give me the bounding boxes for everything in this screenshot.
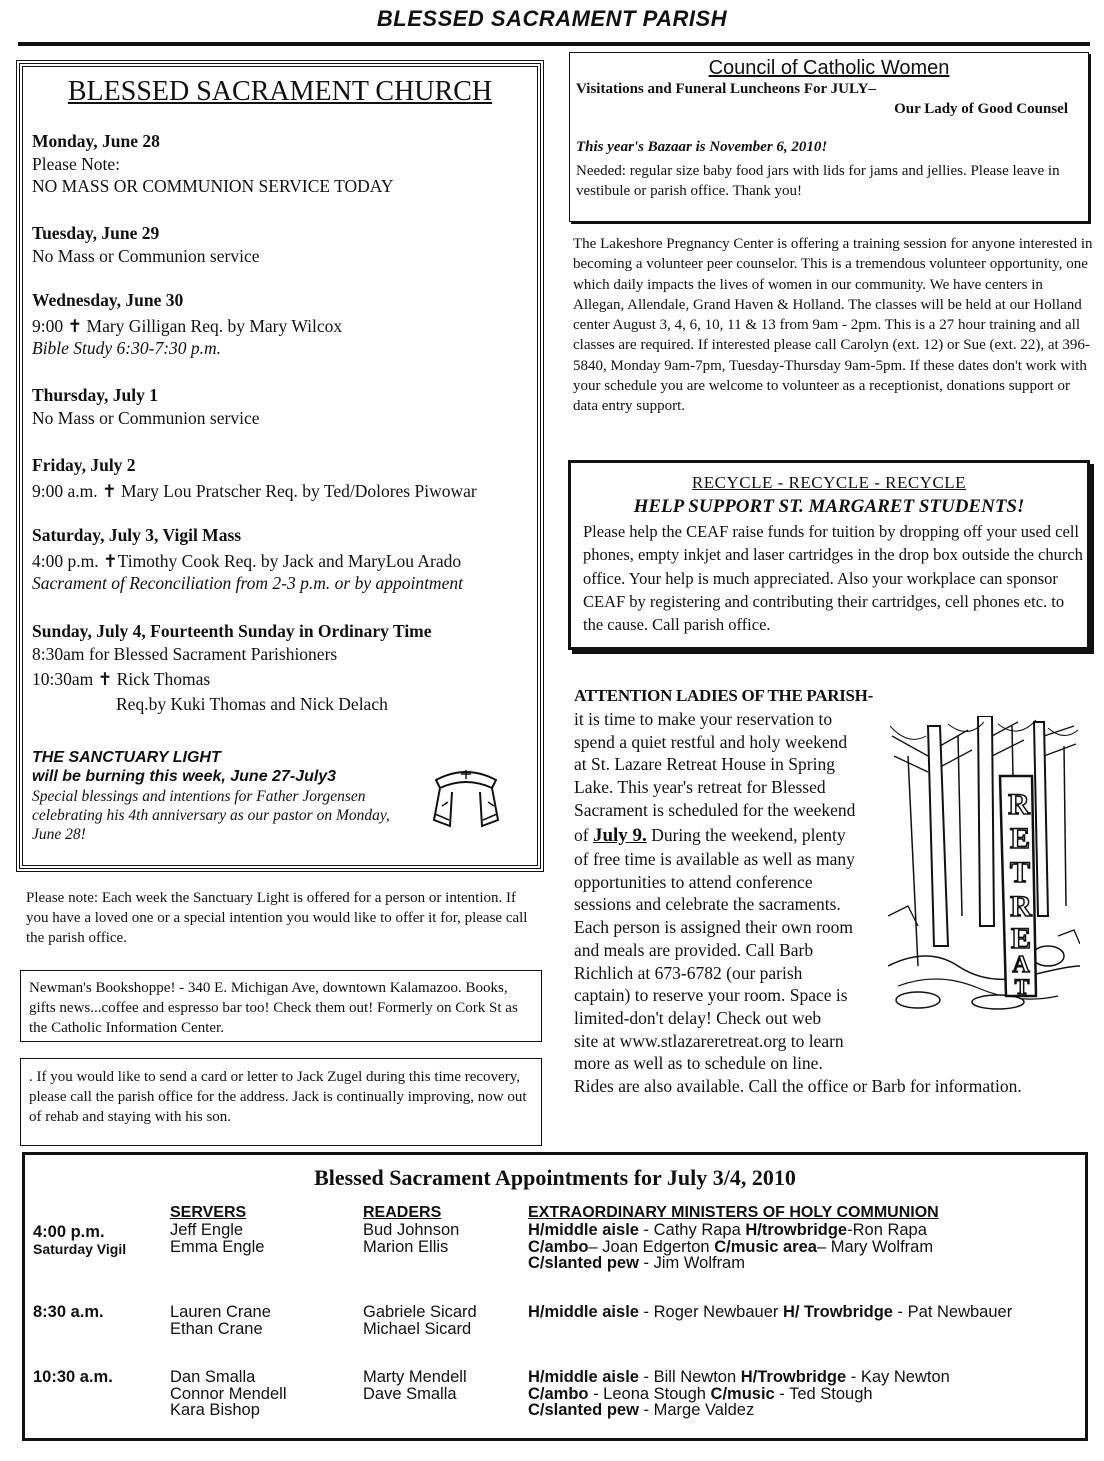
page-title: BLESSED SACRAMENT PARISH xyxy=(376,6,728,31)
row1-readers: Bud Johnson Marion Ellis xyxy=(363,1221,460,1256)
ccw-body: Needed: regular size baby food jars with lids for jams and jellies. Please leave in vestibule or parish office. Thank you! xyxy=(576,163,1060,199)
lakeshore-notice: The Lakeshore Pregnancy Center is offering a training session for anyone interested in becoming a volunteer peer counselor. This is a tremendous volunteer opportunity, one which daily impacts the lives of women in our community. We have centers in Allegan, Allendale, Grand Haven & Holland. The classes will be held at our Holland center August 3, 4, 6, 10, 11 & 13 from 9am - 2pm. This is a 27 hour training and all classes are required. If interested please call Carolyn (ext. 12) or Sue (ext. 22), at 396-5840, Monday 9am-7pm, Tuesday-Thursday 9am-5pm. If these dates don't work with your schedule you are welcome to volunteer as a receptionist, donations support or data entry support. xyxy=(573,236,1093,415)
bookshop-text: Newman's Bookshoppe! - 340 E. Michigan Ave, downtown Kalamazoo. Books, gifts news...coffee and espresso bar too! Check them out! Formerly on Cork St as the Catholic Information Center. xyxy=(29,980,518,1036)
row1-time: 4:00 p.m. xyxy=(33,1223,105,1241)
retreat-sign-letter-4: R xyxy=(1010,890,1032,923)
row3-readers: Marty Mendell Dave Smalla xyxy=(363,1368,467,1403)
row2-servers: Lauren Crane Ethan Crane xyxy=(170,1303,271,1338)
day-friday: Friday, July 2 9:00 a.m. ✝ Mary Lou Pratscher Req. by Ted/Dolores Piwowar xyxy=(32,455,477,501)
retreat-sign-letter-6: A xyxy=(1012,952,1030,978)
retreat-forest-illustration xyxy=(888,716,1080,1012)
bookshop-box xyxy=(20,970,542,1042)
retreat-sign-letter-5: E xyxy=(1010,922,1032,955)
retreat-text-top: it is time to make your reservation to spend a quiet restful and holy weekend at St. Lazare Retreat House in Spring Lake. This year's retreat for Blessed Sacrament is scheduled for the weekend of July 9. During the weekend, plenty xyxy=(574,709,856,846)
ccw-visitations: Visitations and Funeral Luncheons For JULY– xyxy=(576,81,876,97)
jack-zugel-box xyxy=(20,1058,542,1146)
appointments-table xyxy=(22,1152,1088,1441)
day-thursday: Thursday, July 1 No Mass or Communion service xyxy=(32,385,260,428)
retreat-text-bottom: of free time is available as well as many opportunities to attend conference sessions and celebrate the sacraments. Each person is assigned their own room and meals are provided. Call Barb Richlich at 673-6782 (our parish captain) to reserve your room. Space is limited-don't delay! Check out web site at www.stlazareretreat.org to learn more as well as to schedule on line. Rides are also available. Call the office or Barb for information. xyxy=(574,849,1022,1097)
retreat-sign-letter-7: T xyxy=(1014,974,1030,999)
retreat-sign-letter-1: R xyxy=(1008,788,1030,821)
row3-servers: Dan Smalla Connor Mendell Kara Bishop xyxy=(170,1368,287,1419)
day-sunday: Sunday, July 4, Fourteenth Sunday in Ordinary Time 8:30am for Blessed Sacrament Parishioners 10:30am ✝ Rick Thomas Req.by Kuki Thomas and Nick Delach xyxy=(32,621,432,714)
row2-readers: Gabriele Sicard Michael Sicard xyxy=(363,1303,477,1338)
retreat-date: July 9. xyxy=(592,824,647,846)
recycle-subtitle: HELP SUPPORT ST. MARGARET STUDENTS! xyxy=(633,496,1025,517)
retreat-sign-letter-2: E xyxy=(1009,822,1031,855)
row2-ministers: H/middle aisle - Roger Newbauer H/ Trowbridge - Pat Newbauer xyxy=(528,1303,1013,1321)
jack-zugel-text: . If you would like to send a card or letter to Jack Zugel during this time recovery, please call the parish office for the address. Jack is continually improving, now out of rehab and staying with his son. xyxy=(29,1069,527,1125)
day-tuesday: Tuesday, June 29 No Mass or Communion service xyxy=(32,223,260,266)
ccw-title: Council of Catholic Women xyxy=(708,57,950,79)
recycle-body: Please help the CEAF raise funds for tuition by dropping off your used cell phones, empty inkjet and laser cartridges in the drop box outside the church office. Your help is much appreciated. Also your workplace can sponsor CEAF by registering and contributing their cartridges, cell phones etc. to the cause. Call parish office. xyxy=(583,522,1083,635)
row1-ministers: H/middle aisle - Cathy Rapa H/trowbridge-Ron Rapa C/ambo– Joan Edgerton C/music area– Mary Wolfram C/slanted pew - Jim Wolfram xyxy=(528,1221,934,1272)
stole-icon xyxy=(428,766,504,836)
recycle-title: RECYCLE - RECYCLE - RECYCLE xyxy=(691,473,967,492)
sanctuary-light-heading: THE SANCTUARY LIGHT will be burning this week, June 27-July3 xyxy=(32,749,337,785)
sanctuary-light-body: Special blessings and intentions for Father Jorgensen celebrating his 4th anniversary as our pastor on Monday, June 28! xyxy=(32,788,390,843)
day-saturday: Saturday, July 3, Vigil Mass 4:00 p.m. ✝Timothy Cook Req. by Jack and MaryLou Arado Sacrament of Reconciliation from 2-3 p.m. or by appointment xyxy=(32,525,463,593)
appointments-title: Blessed Sacrament Appointments for July 3/4, 2010 xyxy=(314,1165,796,1190)
day-wednesday: Wednesday, June 30 9:00 ✝ Mary Gilligan Req. by Mary Wilcox Bible Study 6:30-7:30 p.m. xyxy=(32,290,343,358)
church-title: BLESSED SACRAMENT CHURCH xyxy=(67,76,493,107)
header-rule xyxy=(18,42,1090,46)
row3-ministers: H/middle aisle - Bill Newton H/Trowbridge - Kay Newton C/ambo - Leona Stough C/music - Ted Stough C/slanted pew - Marge Valdez xyxy=(528,1368,950,1419)
church-schedule-box xyxy=(16,60,544,872)
ccw-box xyxy=(569,52,1089,222)
col-header-servers: SERVERS xyxy=(170,1204,247,1221)
col-header-readers: READERS xyxy=(363,1204,442,1221)
row2-time: 8:30 a.m. xyxy=(33,1303,104,1321)
retreat-sign-letter-3: T xyxy=(1009,856,1031,889)
ccw-our-lady: Our Lady of Good Counsel xyxy=(894,101,1068,117)
row3-time: 10:30 a.m. xyxy=(33,1368,113,1386)
sanctuary-light-note: Please note: Each week the Sanctuary Light is offered for a person or intention. If you have a loved one or a special intention you would like to offer it for, please call the parish office. xyxy=(26,890,528,946)
retreat-heading: ATTENTION LADIES OF THE PARISH- xyxy=(574,686,873,705)
ccw-bazaar: This year's Bazaar is November 6, 2010! xyxy=(576,139,828,155)
row1-servers: Jeff Engle Emma Engle xyxy=(170,1221,265,1256)
day-monday: Monday, June 28 Please Note: NO MASS OR COMMUNION SERVICE TODAY xyxy=(32,131,394,196)
recycle-box xyxy=(568,460,1090,650)
col-header-ministers: EXTRAORDINARY MINISTERS OF HOLY COMMUNION xyxy=(528,1204,939,1221)
row1-sub: Saturday Vigil xyxy=(33,1241,127,1257)
